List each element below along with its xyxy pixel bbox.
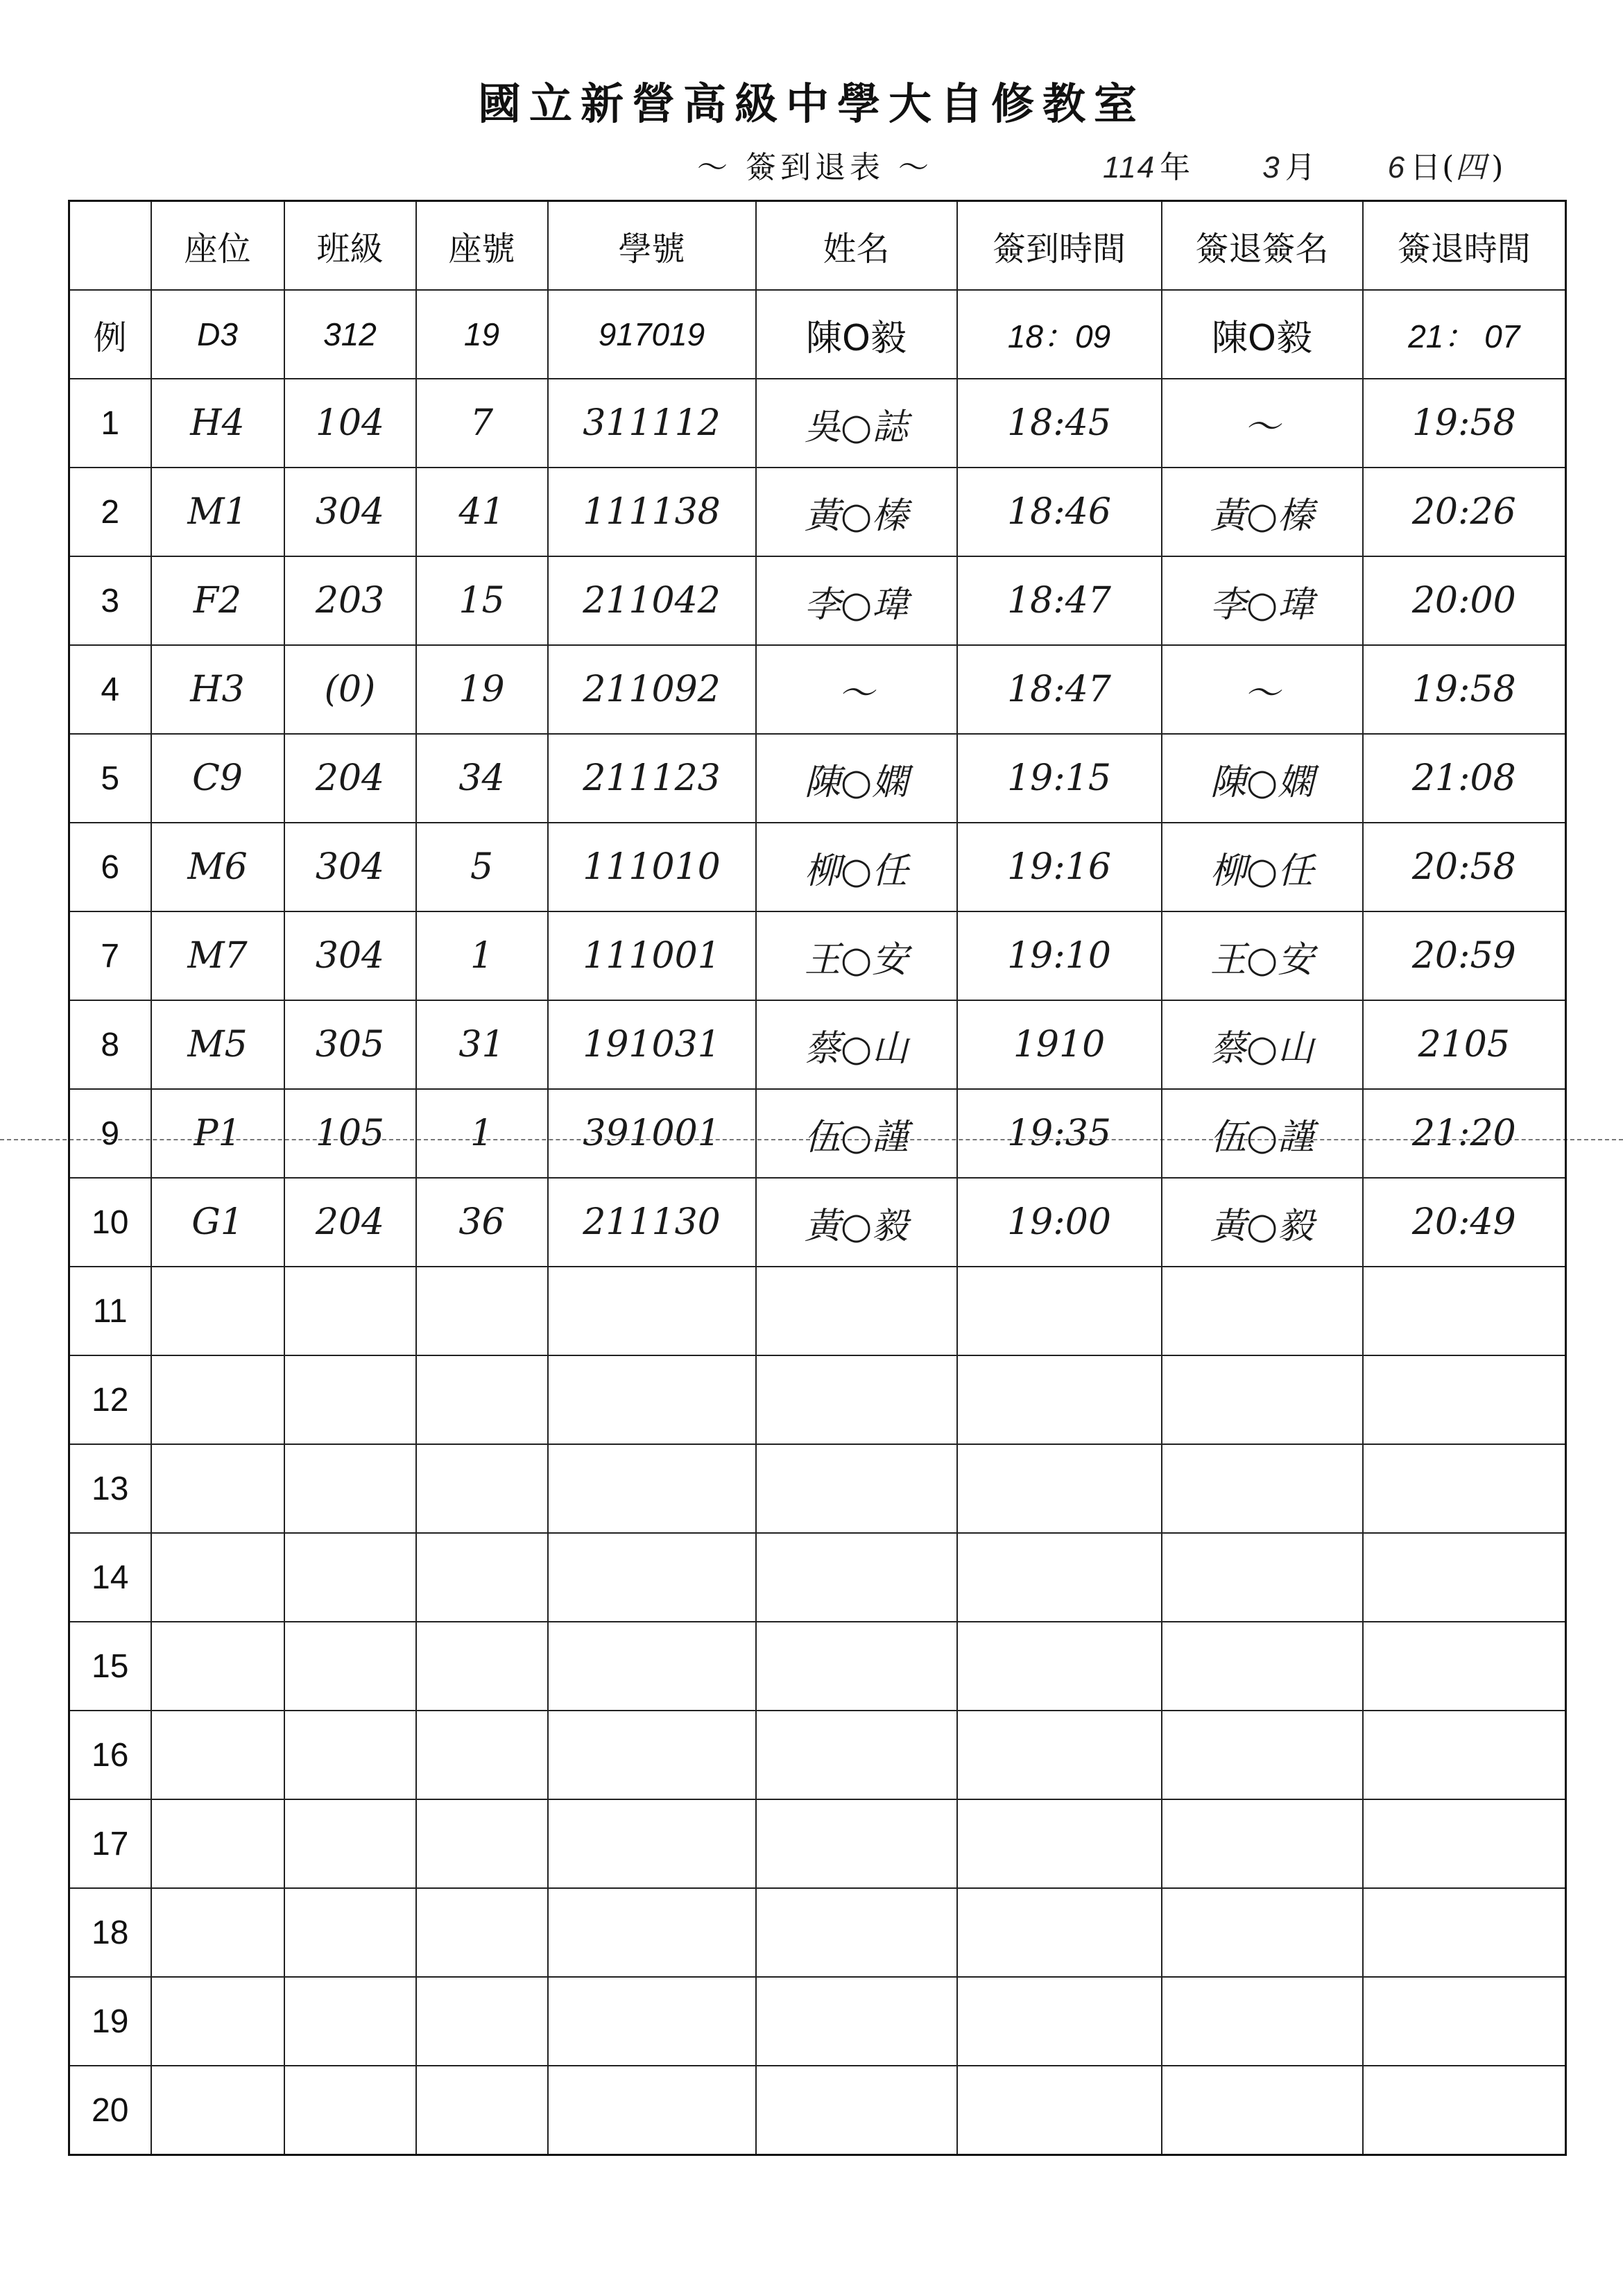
cell-class: 305 — [284, 1000, 416, 1089]
cell-number — [416, 1711, 548, 1799]
row-number: 11 — [69, 1267, 151, 1355]
table-row — [69, 2066, 1566, 2155]
cell-class: 204 — [284, 1178, 416, 1267]
cell-name: 蔡○山 — [756, 1000, 957, 1089]
cell-seat: P1 — [151, 1089, 284, 1178]
cell-seat: C9 — [151, 734, 284, 823]
cell-number: 5 — [416, 823, 548, 911]
table-row — [69, 1089, 1566, 1178]
col-header-student-id: 學號 — [548, 201, 756, 291]
cell-sign-out — [1363, 2066, 1566, 2155]
cell-name — [756, 1533, 957, 1622]
cell-sign-out — [1363, 1888, 1566, 1977]
date-day: 6 — [1387, 151, 1407, 185]
example-seat: D3 — [151, 290, 284, 379]
cell-seat — [151, 1533, 284, 1622]
cell-class: 203 — [284, 556, 416, 645]
example-class: 312 — [284, 290, 416, 379]
table-row — [69, 1622, 1566, 1711]
date-weekday: 四 — [1455, 151, 1488, 185]
table-row — [69, 379, 1566, 468]
cell-name — [756, 1355, 957, 1444]
cell-class — [284, 1444, 416, 1533]
example-row — [69, 290, 1566, 379]
row-number: 20 — [69, 2066, 151, 2155]
page-title: 國立新營高級中學大自修教室 — [477, 78, 1145, 129]
cell-student-id — [548, 1799, 756, 1888]
example-student-id: 917019 — [548, 290, 756, 379]
cell-sign-out-name — [1162, 1444, 1363, 1533]
cell-seat — [151, 1622, 284, 1711]
example-number: 19 — [416, 290, 548, 379]
cell-class — [284, 1533, 416, 1622]
weekday-open: ( — [1442, 150, 1456, 185]
cell-number — [416, 1977, 548, 2066]
cell-student-id: 211042 — [548, 556, 756, 645]
row-number: 15 — [69, 1622, 151, 1711]
cell-number: 1 — [416, 911, 548, 1000]
cell-sign-in: 18:47 — [957, 645, 1162, 734]
cell-sign-out-name — [1162, 1355, 1363, 1444]
cell-number: 1 — [416, 1089, 548, 1178]
cell-sign-in: 19:00 — [957, 1178, 1162, 1267]
table-row — [69, 911, 1566, 1000]
cell-number — [416, 1622, 548, 1711]
table-row — [69, 1178, 1566, 1267]
cell-student-id: 211123 — [548, 734, 756, 823]
cell-sign-out — [1363, 1977, 1566, 2066]
cell-number: 41 — [416, 468, 548, 556]
cell-number: 36 — [416, 1178, 548, 1267]
cell-class — [284, 1888, 416, 1977]
cell-sign-in: 18:45 — [957, 379, 1162, 468]
weekday-close: ) — [1491, 150, 1505, 185]
cell-sign-out: 21:08 — [1363, 734, 1566, 823]
cell-sign-out — [1363, 1267, 1566, 1355]
cell-number — [416, 1444, 548, 1533]
cell-student-id: 191031 — [548, 1000, 756, 1089]
cell-sign-out: 19:58 — [1363, 645, 1566, 734]
cell-class: 304 — [284, 823, 416, 911]
cell-class — [284, 1977, 416, 2066]
subtitle-row — [0, 142, 1623, 191]
cell-sign-out-name: 黃○榛 — [1162, 468, 1363, 556]
cell-name: ～ — [756, 645, 957, 734]
cell-student-id: 111138 — [548, 468, 756, 556]
cell-student-id — [548, 1267, 756, 1355]
year-unit: 年 — [1160, 150, 1192, 185]
row-number: 7 — [69, 911, 151, 1000]
cell-class — [284, 1355, 416, 1444]
row-number: 19 — [69, 1977, 151, 2066]
cell-name — [756, 1977, 957, 2066]
row-number: 18 — [69, 1888, 151, 1977]
col-header-name: 姓名 — [756, 201, 957, 291]
row-number: 9 — [69, 1089, 151, 1178]
cell-sign-in — [957, 1355, 1162, 1444]
form-date — [1103, 142, 1504, 187]
cell-sign-in: 1910 — [957, 1000, 1162, 1089]
cell-name: 李○瑋 — [756, 556, 957, 645]
cell-sign-out — [1363, 1355, 1566, 1444]
cell-number: 19 — [416, 645, 548, 734]
cell-sign-out-name: 〜 — [1162, 379, 1363, 468]
cell-name: 柳○任 — [756, 823, 957, 911]
cell-class: 105 — [284, 1089, 416, 1178]
col-header-class: 班級 — [284, 201, 416, 291]
table-row — [69, 1799, 1566, 1888]
sign-in-table — [68, 200, 1567, 2156]
cell-sign-out-name — [1162, 1267, 1363, 1355]
cell-sign-out-name: 王○安 — [1162, 911, 1363, 1000]
row-number: 3 — [69, 556, 151, 645]
cell-sign-out-name: 伍○謹 — [1162, 1089, 1363, 1178]
row-number: 5 — [69, 734, 151, 823]
table-row — [69, 556, 1566, 645]
cell-sign-out-name — [1162, 1977, 1363, 2066]
cell-sign-out: 20:59 — [1363, 911, 1566, 1000]
cell-seat — [151, 1888, 284, 1977]
day-unit: 日 — [1410, 150, 1443, 185]
cell-number: 34 — [416, 734, 548, 823]
table-row — [69, 1711, 1566, 1799]
cell-class: (0) — [284, 645, 416, 734]
cell-sign-out-name — [1162, 1533, 1363, 1622]
row-number: 12 — [69, 1355, 151, 1444]
example-sign-in: 18：09 — [957, 290, 1162, 379]
cell-seat — [151, 1267, 284, 1355]
form-subtitle: ～ 簽到退表 ～ — [697, 150, 933, 185]
date-year: 114 — [1103, 151, 1156, 185]
col-header-seat: 座位 — [151, 201, 284, 291]
col-header-index — [69, 201, 151, 291]
table-row — [69, 1000, 1566, 1089]
cell-sign-out: 20:49 — [1363, 1178, 1566, 1267]
cell-sign-out-name — [1162, 1711, 1363, 1799]
cell-sign-out-name: ～ — [1162, 645, 1363, 734]
example-sign-out: 21： 07 — [1363, 290, 1566, 379]
cell-sign-in — [957, 1888, 1162, 1977]
cell-sign-out — [1363, 1799, 1566, 1888]
table-row — [69, 1533, 1566, 1622]
table-row — [69, 468, 1566, 556]
cell-student-id — [548, 1977, 756, 2066]
row-number: 2 — [69, 468, 151, 556]
cell-name — [756, 1711, 957, 1799]
row-number: 4 — [69, 645, 151, 734]
col-header-sign-in-time: 簽到時間 — [957, 201, 1162, 291]
cell-student-id — [548, 1355, 756, 1444]
cell-sign-in — [957, 1267, 1162, 1355]
cell-sign-out-name — [1162, 1888, 1363, 1977]
cell-sign-out-name: 李○瑋 — [1162, 556, 1363, 645]
cell-student-id: 391001 — [548, 1089, 756, 1178]
cell-class: 204 — [284, 734, 416, 823]
cell-sign-out: 20:58 — [1363, 823, 1566, 911]
cell-sign-in: 19:35 — [957, 1089, 1162, 1178]
cell-name: 伍○謹 — [756, 1089, 957, 1178]
cell-seat: F2 — [151, 556, 284, 645]
cell-sign-in — [957, 1533, 1162, 1622]
cell-seat: M5 — [151, 1000, 284, 1089]
cell-student-id — [548, 1888, 756, 1977]
example-label: 例 — [69, 290, 151, 379]
cell-name — [756, 1444, 957, 1533]
table-header-row — [69, 201, 1566, 291]
cell-sign-out-name: 柳○任 — [1162, 823, 1363, 911]
cell-class: 104 — [284, 379, 416, 468]
cell-sign-in — [957, 1444, 1162, 1533]
cell-sign-out-name: 陳○嫻 — [1162, 734, 1363, 823]
cell-seat: M7 — [151, 911, 284, 1000]
cell-student-id: 111001 — [548, 911, 756, 1000]
row-number: 13 — [69, 1444, 151, 1533]
col-header-number: 座號 — [416, 201, 548, 291]
cell-sign-out: 21:20 — [1363, 1089, 1566, 1178]
cell-sign-out-name — [1162, 1622, 1363, 1711]
cell-student-id: 311112 — [548, 379, 756, 468]
cell-class — [284, 1622, 416, 1711]
cell-number: 15 — [416, 556, 548, 645]
cell-name: 黃○榛 — [756, 468, 957, 556]
cell-sign-in: 19:15 — [957, 734, 1162, 823]
cell-sign-out — [1363, 1444, 1566, 1533]
cell-student-id — [548, 1622, 756, 1711]
cell-seat — [151, 1711, 284, 1799]
cell-number — [416, 1799, 548, 1888]
cell-name — [756, 1267, 957, 1355]
table-row — [69, 645, 1566, 734]
cell-name — [756, 1622, 957, 1711]
cell-sign-out-name — [1162, 2066, 1363, 2155]
table-row — [69, 1355, 1566, 1444]
cell-sign-out-name: 黃○毅 — [1162, 1178, 1363, 1267]
row-number: 16 — [69, 1711, 151, 1799]
cell-name — [756, 1888, 957, 1977]
cell-class — [284, 1711, 416, 1799]
cell-name: 王○安 — [756, 911, 957, 1000]
table-row — [69, 1267, 1566, 1355]
cell-sign-in: 19:16 — [957, 823, 1162, 911]
cell-student-id — [548, 1533, 756, 1622]
cell-seat — [151, 1355, 284, 1444]
cell-sign-in: 18:47 — [957, 556, 1162, 645]
cell-sign-in — [957, 1711, 1162, 1799]
table-row — [69, 1888, 1566, 1977]
cell-student-id: 211130 — [548, 1178, 756, 1267]
cell-student-id — [548, 1711, 756, 1799]
cell-number: 7 — [416, 379, 548, 468]
example-name: 陳O毅 — [756, 290, 957, 379]
cell-sign-out: 20:26 — [1363, 468, 1566, 556]
cell-student-id — [548, 1444, 756, 1533]
month-unit: 月 — [1285, 150, 1317, 185]
row-number: 17 — [69, 1799, 151, 1888]
cell-sign-in: 18:46 — [957, 468, 1162, 556]
cell-sign-out — [1363, 1533, 1566, 1622]
cell-sign-in — [957, 1977, 1162, 2066]
cell-name — [756, 2066, 957, 2155]
cell-number: 31 — [416, 1000, 548, 1089]
cell-seat: H3 — [151, 645, 284, 734]
cell-seat — [151, 1444, 284, 1533]
cell-sign-out-name: 蔡○山 — [1162, 1000, 1363, 1089]
cell-class: 304 — [284, 468, 416, 556]
cell-sign-out-name — [1162, 1799, 1363, 1888]
cell-number — [416, 1533, 548, 1622]
cell-seat: H4 — [151, 379, 284, 468]
cell-student-id: 111010 — [548, 823, 756, 911]
cell-seat: M1 — [151, 468, 284, 556]
cell-sign-out: 19:58 — [1363, 379, 1566, 468]
cell-class: 304 — [284, 911, 416, 1000]
date-month: 3 — [1262, 151, 1281, 185]
cell-student-id: 211092 — [548, 645, 756, 734]
cell-seat — [151, 1977, 284, 2066]
cell-sign-out — [1363, 1711, 1566, 1799]
cell-name: 陳○嫻 — [756, 734, 957, 823]
table-row — [69, 1444, 1566, 1533]
cell-seat: M6 — [151, 823, 284, 911]
col-header-sign-out-time: 簽退時間 — [1363, 201, 1566, 291]
cell-sign-out — [1363, 1622, 1566, 1711]
example-sign-out-name: 陳O毅 — [1162, 290, 1363, 379]
row-number: 6 — [69, 823, 151, 911]
col-header-sign-out-name: 簽退簽名 — [1162, 201, 1363, 291]
cell-seat — [151, 2066, 284, 2155]
row-number: 8 — [69, 1000, 151, 1089]
cell-name: 吳○誌 — [756, 379, 957, 468]
cell-number — [416, 1355, 548, 1444]
cell-name — [756, 1799, 957, 1888]
table-row — [69, 1977, 1566, 2066]
cell-sign-in — [957, 1799, 1162, 1888]
table-row — [69, 823, 1566, 911]
cell-class — [284, 1267, 416, 1355]
row-number: 10 — [69, 1178, 151, 1267]
row-number: 14 — [69, 1533, 151, 1622]
cell-name: 黃○毅 — [756, 1178, 957, 1267]
cell-seat — [151, 1799, 284, 1888]
cell-sign-in — [957, 2066, 1162, 2155]
row-number: 1 — [69, 379, 151, 468]
cell-class — [284, 1799, 416, 1888]
cell-sign-in: 19:10 — [957, 911, 1162, 1000]
cell-number — [416, 1267, 548, 1355]
cell-number — [416, 1888, 548, 1977]
cell-sign-out: 2105 — [1363, 1000, 1566, 1089]
cell-sign-out: 20:00 — [1363, 556, 1566, 645]
cell-class — [284, 2066, 416, 2155]
cell-seat: G1 — [151, 1178, 284, 1267]
cell-sign-in — [957, 1622, 1162, 1711]
cell-student-id — [548, 2066, 756, 2155]
table-row — [69, 734, 1566, 823]
cell-number — [416, 2066, 548, 2155]
